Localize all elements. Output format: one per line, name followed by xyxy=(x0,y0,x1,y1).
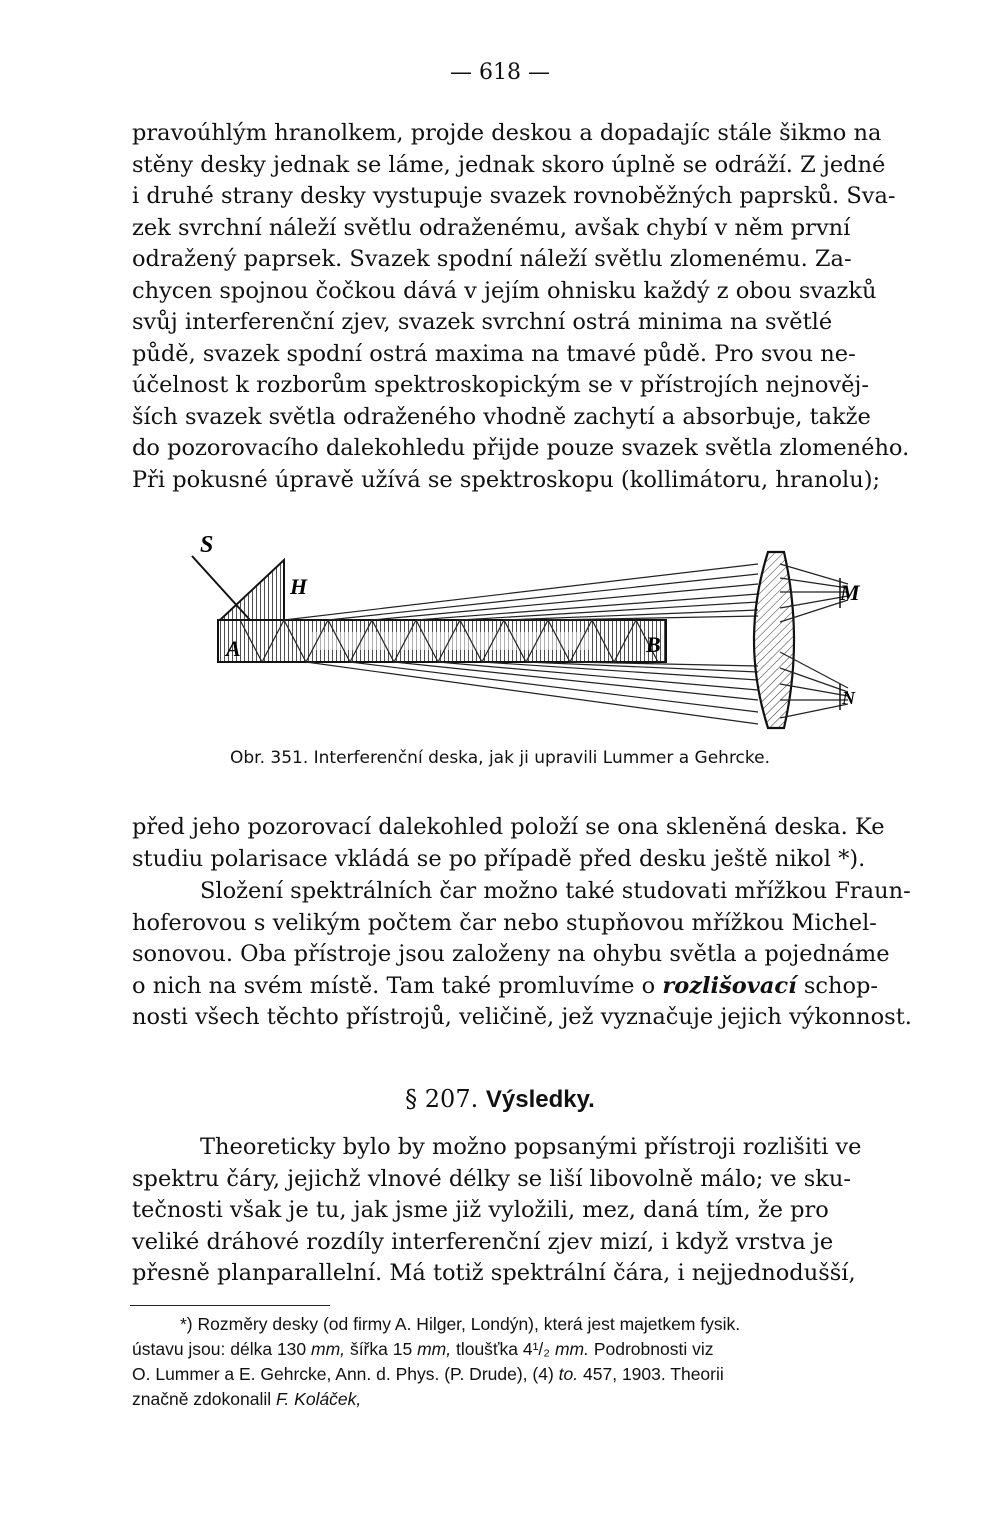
section-number: § 207. xyxy=(405,1085,479,1113)
text-line: hoferovou s velikým počtem čar nebo stupňovou mřížkou Michel- xyxy=(132,909,877,936)
text-line: stěny desky jednak se láme, jednak skoro úplně se odráží. Z jedné xyxy=(132,151,886,178)
lummer-gehrcke-plate-figure xyxy=(180,528,880,740)
footnote-line xyxy=(132,1362,924,1387)
text-line: půdě, svazek spodní ostrá maxima na tmavé půdě. Pro svou ne- xyxy=(132,340,856,367)
text-line: spektru čáry, jejichž vlnové délky se liší libovolně málo; ve sku- xyxy=(132,1165,851,1192)
prism xyxy=(220,560,284,620)
footnote-line xyxy=(132,1337,924,1362)
text-segment: ústavu jsou: délka 130 xyxy=(132,1339,307,1359)
page-number: — 618 — xyxy=(450,60,550,85)
paragraph-3 xyxy=(132,876,924,1034)
text-segment: O. Lummer a E. Gehrcke, Ann. d. Phys. (P. Drude), (4) xyxy=(132,1364,554,1384)
text-segment: značně zdokonalil xyxy=(132,1389,272,1409)
label-b: B xyxy=(646,632,661,657)
text-line: před jeho pozorovací dalekohled položí se ona skleněná deska. Ke xyxy=(132,814,885,840)
label-s: S xyxy=(200,532,214,558)
figure-caption: Obr. 351. Interferenční deska, jak ji upravili Lummer a Gehrcke. xyxy=(229,748,771,768)
text-segment: to. xyxy=(558,1364,579,1384)
author-name: F. Koláček, xyxy=(276,1389,362,1409)
text-segment: šířka 15 xyxy=(349,1339,413,1359)
text-segment: 457, 1903. Theorii xyxy=(583,1364,724,1384)
label-m: M xyxy=(840,580,860,605)
text-line xyxy=(132,971,924,1003)
text-line: chycen spojnou čočkou dává v jejím ohnisku každý z obou svazků xyxy=(132,277,877,304)
unit: mm, xyxy=(311,1339,346,1359)
text-segment: o nich na svém místě. Tam také promluvíme o xyxy=(132,972,656,999)
paragraph-2 xyxy=(132,812,924,875)
text-line: svůj interferenční zjev, svazek svrchní ostrá minima na světlé xyxy=(132,309,833,335)
unit: mm. xyxy=(554,1339,589,1359)
text-line: odražený paprsek. Svazek spodní náleží světlu zlomenému. Za- xyxy=(132,246,852,272)
footnote-line: *) Rozměry desky (od firmy A. Hilger, Londýn), která jest majetkem fysik. xyxy=(180,1314,741,1334)
text-line: nosti všech těchto přístrojů, veličině, jež vyznačuje jejich výkonnost. xyxy=(132,1004,912,1030)
footnote-line xyxy=(132,1387,924,1412)
text-segment: schop- xyxy=(803,972,879,999)
text-line: tečnosti však je tu, jak jsme již vyložili, mez, daná tím, že pro xyxy=(132,1197,829,1223)
text-line: přesně planparallelní. Má totiž spektrální čára, i nejjednodušší, xyxy=(132,1260,856,1286)
label-a: A xyxy=(226,636,241,661)
text-line: i druhé strany desky vystupuje svazek rovnoběžných paprsků. Sva- xyxy=(132,183,896,209)
text-line: pravoúhlým hranolkem, projde deskou a dopadajíc stále šikmo na xyxy=(132,120,882,146)
section-title: Výsledky. xyxy=(485,1086,595,1113)
converging-lens xyxy=(754,552,794,728)
text-line: účelnost k rozborům spektroskopickým se v přístrojích nejnověj- xyxy=(132,372,869,398)
section-heading xyxy=(0,1085,1000,1114)
upper-ray-bundle xyxy=(284,564,758,620)
text-line: ších svazek světla odraženého vhodně zachytí a absorbuje, takže xyxy=(132,403,871,430)
text-line: studiu polarisace vkládá se po případě před desku ještě nikol *). xyxy=(132,845,866,872)
label-n: N xyxy=(842,688,855,708)
text-segment: tloušťka 4¹/₂ xyxy=(455,1339,551,1359)
text-line: do pozorovacího dalekohledu přijde pouze svazek světla zlomeného. xyxy=(132,435,910,461)
text-line: veliké dráhové rozdíly interferenční zjev mizí, i když vrstva je xyxy=(132,1228,834,1255)
text-line: sonovou. Oba přístroje jsou založeny na ohybu světla a pojednáme xyxy=(132,941,890,967)
emphasis-term: rozlišovací xyxy=(662,972,797,999)
text-line: Složení spektrálních čar možno také studovati mřížkou Fraun- xyxy=(200,878,911,904)
text-line: zek svrchní náleží světlu odraženému, avšak chybí v něm první xyxy=(132,214,851,241)
label-h: H xyxy=(290,574,308,599)
text-line: Theoreticky bylo by možno popsanými přístroji rozlišiti ve xyxy=(200,1134,862,1160)
footnote-separator xyxy=(130,1305,330,1306)
lower-ray-bundle xyxy=(306,662,758,724)
unit: mm, xyxy=(417,1339,452,1359)
text-line: Při pokusné úpravě užívá se spektroskopu (kollimátoru, hranolu); xyxy=(132,466,881,493)
paragraph-1 xyxy=(132,118,924,496)
footnote xyxy=(132,1312,924,1412)
text-segment: Podrobnosti viz xyxy=(593,1339,714,1359)
paragraph-4 xyxy=(132,1132,924,1290)
